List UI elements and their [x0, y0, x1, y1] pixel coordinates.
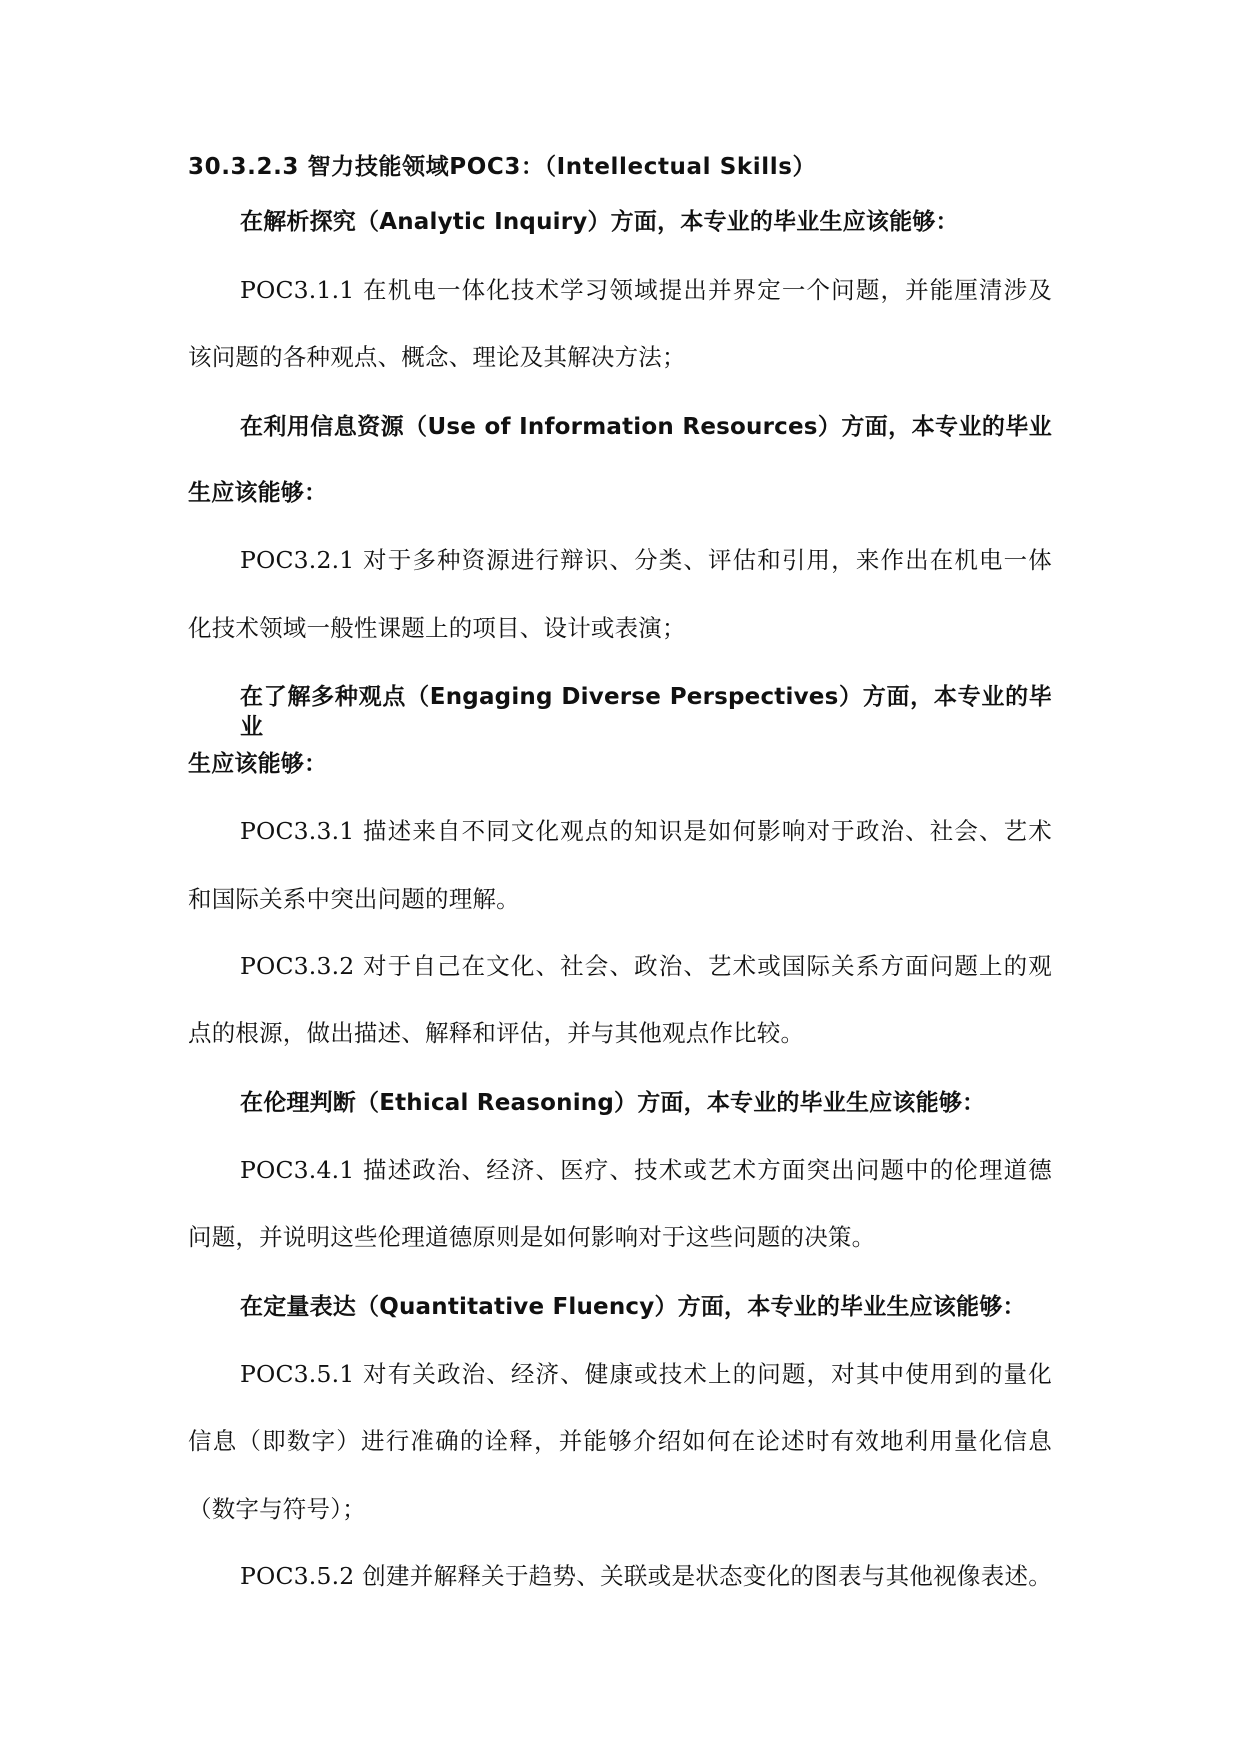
- poc-3-4-1-line-1: POC3.4.1 描述政治、经济、医疗、技术或艺术方面突出问题中的伦理道德: [240, 1156, 1052, 1184]
- poc-3-1-1-line-2: 该问题的各种观点、概念、理论及其解决方法；: [188, 343, 686, 371]
- information-resources-heading-line-2: 生应该能够：: [188, 480, 328, 506]
- poc-3-2-1-line-1: POC3.2.1 对于多种资源进行辩识、分类、评估和引用，来作出在机电一体: [240, 546, 1052, 574]
- section-title: 30.3.2.3 智力技能领域POC3：（Intellectual Skills）: [188, 154, 817, 180]
- poc-3-5-1-line-2: 信息（即数字）进行准确的诠释，并能够介绍如何在论述时有效地利用量化信息: [188, 1427, 1052, 1455]
- ethical-reasoning-heading: 在伦理判断（Ethical Reasoning）方面，本专业的毕业生应该能够：: [240, 1090, 986, 1116]
- poc-3-5-2-line-1: POC3.5.2 创建并解释关于趋势、关联或是状态变化的图表与其他视像表述。: [240, 1562, 1052, 1590]
- poc-3-2-1-line-2: 化技术领域一般性课题上的项目、设计或表演；: [188, 614, 686, 642]
- poc-3-5-1-line-3: （数字与符号）；: [188, 1495, 366, 1523]
- poc-3-3-2-line-1: POC3.3.2 对于自己在文化、社会、政治、艺术或国际关系方面问题上的观: [240, 952, 1052, 980]
- poc-3-1-1-line-1: POC3.1.1 在机电一体化技术学习领域提出并界定一个问题，并能厘清涉及: [240, 276, 1052, 304]
- poc-3-4-1-line-2: 问题，并说明这些伦理道德原则是如何影响对于这些问题的决策。: [188, 1223, 876, 1251]
- quantitative-fluency-heading: 在定量表达（Quantitative Fluency）方面，本专业的毕业生应该能够：: [240, 1294, 1026, 1320]
- poc-3-3-1-line-1: POC3.3.1 描述来自不同文化观点的知识是如何影响对于政治、社会、艺术: [240, 817, 1052, 845]
- diverse-perspectives-heading-line-2: 生应该能够：: [188, 751, 328, 777]
- poc-3-3-2-line-2: 点的根源，做出描述、解释和评估，并与其他观点作比较。: [188, 1019, 805, 1047]
- poc-3-5-1-line-1: POC3.5.1 对有关政治、经济、健康或技术上的问题，对其中使用到的量化: [240, 1360, 1052, 1388]
- poc-3-3-1-line-2: 和国际关系中突出问题的理解。: [188, 885, 520, 913]
- information-resources-heading-line-1: 在利用信息资源（Use of Information Resources）方面，本专业的毕业: [240, 414, 1052, 440]
- analytic-inquiry-heading: 在解析探究（Analytic Inquiry）方面，本专业的毕业生应该能够：: [240, 209, 959, 235]
- diverse-perspectives-heading-line-1: 在了解多种观点（Engaging Diverse Perspectives）方面，本专业的毕业: [240, 684, 1052, 740]
